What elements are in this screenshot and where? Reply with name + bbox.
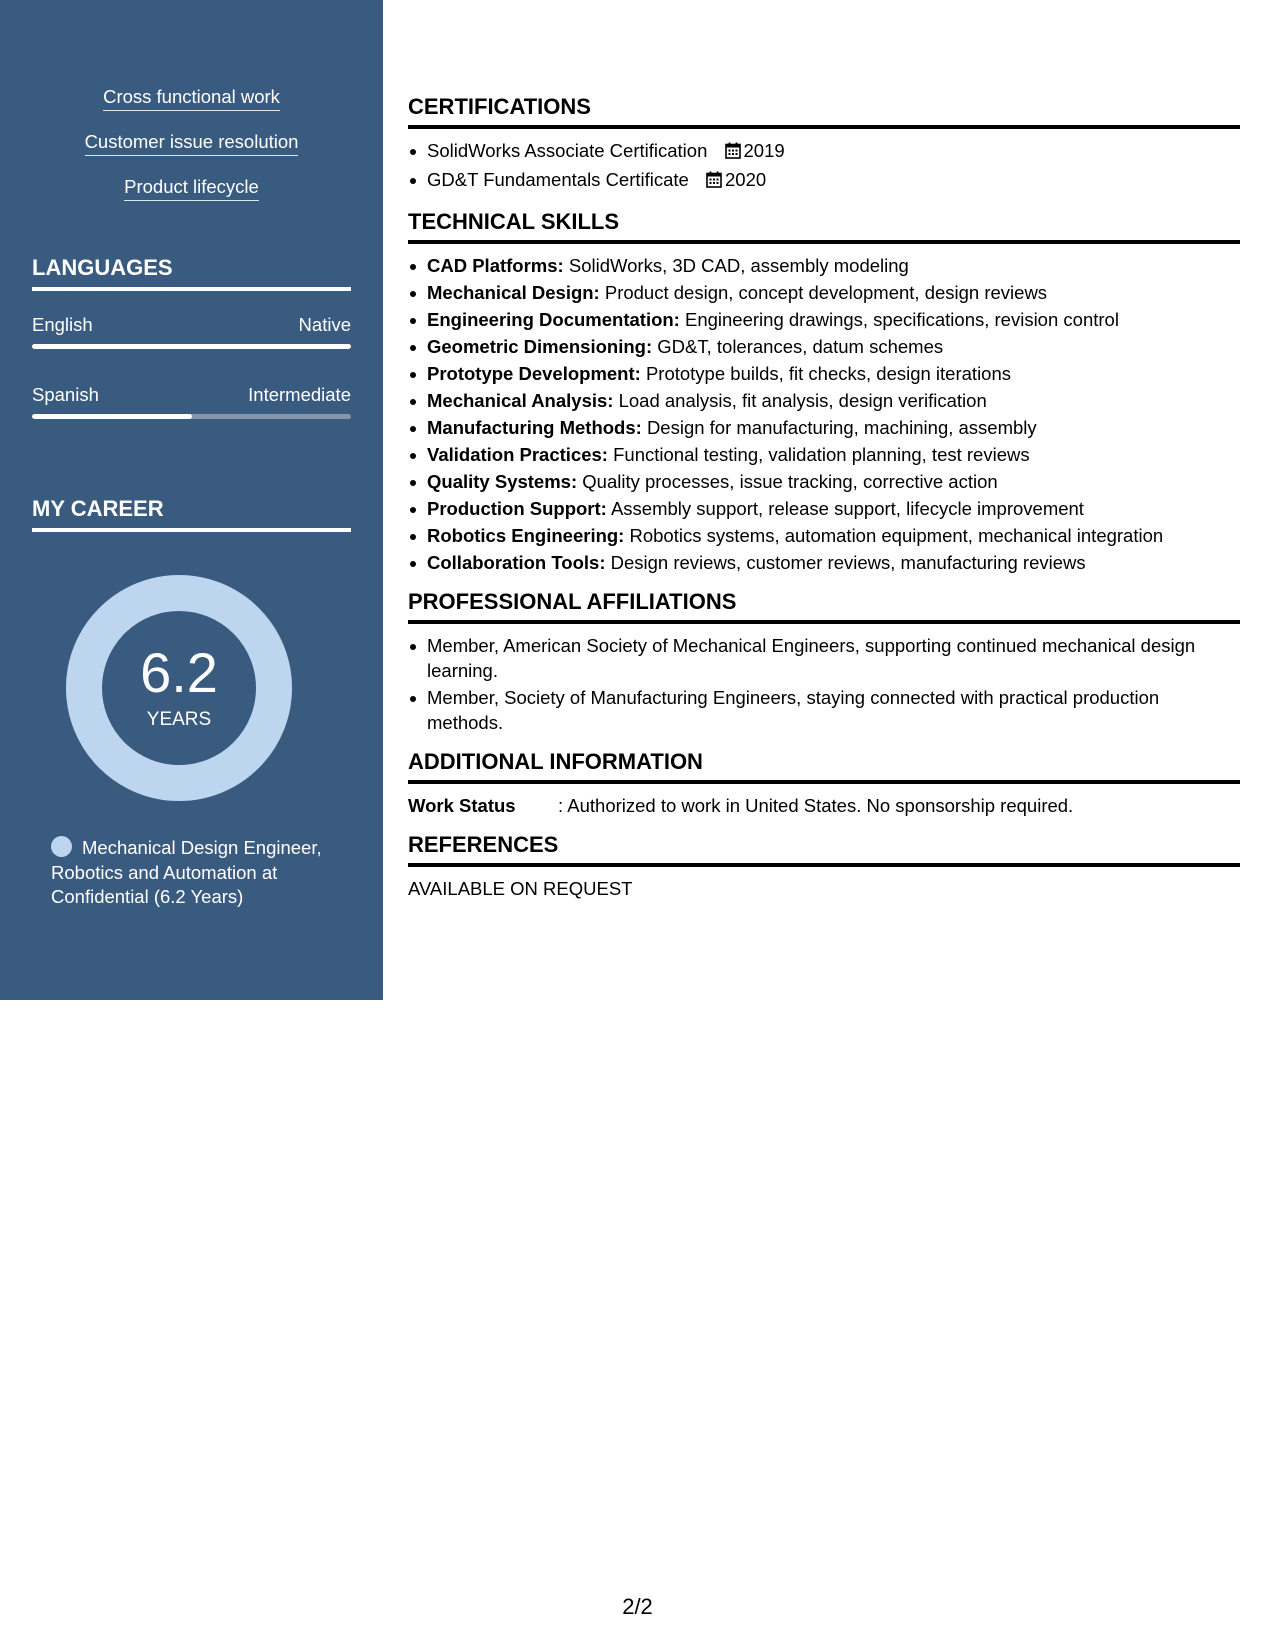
career-dot-icon — [51, 836, 72, 857]
skill-label: Engineering Documentation: — [427, 308, 680, 330]
skill-text: Robotics systems, automation equipment, mechanical integration — [629, 524, 1164, 546]
affiliation-item: Member, American Society of Mechanical Engineers, supporting continued mechanical design learning. — [408, 634, 1240, 683]
additional-info-section — [408, 749, 1240, 818]
skill-label: Robotics Engineering: — [427, 524, 625, 546]
skill-text: Functional testing, validation planning, test reviews — [613, 443, 1030, 465]
language-proficiency-fill — [32, 344, 351, 349]
skill-label: Manufacturing Methods: — [427, 416, 642, 438]
affiliations-list — [408, 634, 1240, 735]
language-level: Intermediate — [248, 384, 351, 405]
career-years-value: 6.2 — [140, 641, 218, 704]
skill-item — [408, 281, 1240, 306]
skill-tags — [0, 86, 383, 221]
skill-label: Quality Systems: — [427, 470, 578, 492]
skill-text: Product design, concept development, design reviews — [604, 281, 1048, 303]
calendar-icon — [706, 170, 722, 195]
language-name: English — [32, 314, 93, 335]
references-section — [408, 832, 1240, 901]
skill-label: Geometric Dimensioning: — [427, 335, 653, 357]
work-status-label: Work Status — [408, 795, 516, 816]
section-title: REFERENCES — [408, 832, 1240, 867]
language-row — [32, 314, 351, 336]
skill-text: Engineering drawings, specifications, revision control — [684, 308, 1119, 330]
skill-text: SolidWorks, 3D CAD, assembly modeling — [568, 254, 909, 276]
skill-label: Mechanical Analysis: — [427, 389, 614, 411]
skill-text: GD&T, tolerances, datum schemes — [657, 335, 944, 357]
skill-tag[interactable]: Product lifecycle — [124, 176, 259, 201]
skill-item — [408, 470, 1240, 495]
skill-label: Mechanical Design: — [427, 281, 600, 303]
skill-item — [408, 497, 1240, 522]
skill-item — [408, 416, 1240, 441]
skill-label: Production Support: — [427, 497, 607, 519]
skill-item — [408, 524, 1240, 549]
sidebar — [0, 0, 383, 1000]
skill-item — [408, 308, 1240, 333]
career-years-unit: YEARS — [146, 709, 212, 730]
skill-item — [408, 335, 1240, 360]
skill-text: Quality processes, issue tracking, corrective action — [582, 470, 998, 492]
main-content — [408, 94, 1240, 915]
language-row — [32, 384, 351, 406]
section-title: PROFESSIONAL AFFILIATIONS — [408, 589, 1240, 624]
certification-name: SolidWorks Associate Certification — [427, 140, 708, 161]
skill-tag[interactable]: Customer issue resolution — [85, 131, 299, 156]
certification-item — [408, 139, 1240, 166]
skill-label: Validation Practices: — [427, 443, 608, 465]
references-text: AVAILABLE ON REQUEST — [408, 878, 633, 899]
certifications-section — [408, 94, 1240, 195]
skill-label: Prototype Development: — [427, 362, 641, 384]
technical-skills-list — [408, 254, 1240, 576]
work-status-row — [408, 794, 1240, 818]
skill-text: Design reviews, customer reviews, manufacturing reviews — [610, 551, 1086, 573]
certification-year: 2020 — [725, 169, 767, 190]
certification-item — [408, 168, 1240, 195]
languages-heading: LANGUAGES — [32, 255, 351, 291]
calendar-icon — [725, 141, 741, 166]
language-name: Spanish — [32, 384, 99, 405]
affiliations-section — [408, 589, 1240, 735]
skill-item — [408, 362, 1240, 387]
skill-item — [408, 389, 1240, 414]
career-entry-text: Mechanical Design Engineer, Robotics and Automation at Confidential (6.2 Years) — [51, 837, 322, 907]
skill-text: Load analysis, fit analysis, design verification — [618, 389, 987, 411]
skill-text: Assembly support, release support, lifecycle improvement — [610, 497, 1084, 519]
career-heading: MY CAREER — [32, 496, 351, 532]
page-number: 2/2 — [622, 1594, 653, 1619]
skill-label: Collaboration Tools: — [427, 551, 606, 573]
skill-item — [408, 551, 1240, 576]
section-title: ADDITIONAL INFORMATION — [408, 749, 1240, 784]
skill-label: CAD Platforms: — [427, 254, 564, 276]
career-years-donut — [66, 575, 292, 801]
skill-item — [408, 443, 1240, 468]
certification-name: GD&T Fundamentals Certificate — [427, 169, 689, 190]
skill-item — [408, 254, 1240, 279]
skill-text: Prototype builds, fit checks, design iterations — [645, 362, 1012, 384]
section-title: CERTIFICATIONS — [408, 94, 1240, 129]
language-level: Native — [298, 314, 351, 335]
certifications-list — [408, 139, 1240, 195]
language-proficiency-bar — [32, 344, 351, 349]
work-status-value: : Authorized to work in United States. No sponsorship required. — [558, 795, 1074, 816]
career-entry — [51, 836, 351, 910]
language-proficiency-fill — [32, 414, 192, 419]
skill-tag[interactable]: Cross functional work — [103, 86, 280, 111]
section-title: TECHNICAL SKILLS — [408, 209, 1240, 244]
language-proficiency-bar — [32, 414, 351, 419]
affiliation-item: Member, Society of Manufacturing Engineers, staying connected with practical production methods. — [408, 686, 1240, 735]
certification-year: 2019 — [743, 140, 785, 161]
skill-text: Design for manufacturing, machining, assembly — [646, 416, 1037, 438]
technical-skills-section — [408, 209, 1240, 576]
